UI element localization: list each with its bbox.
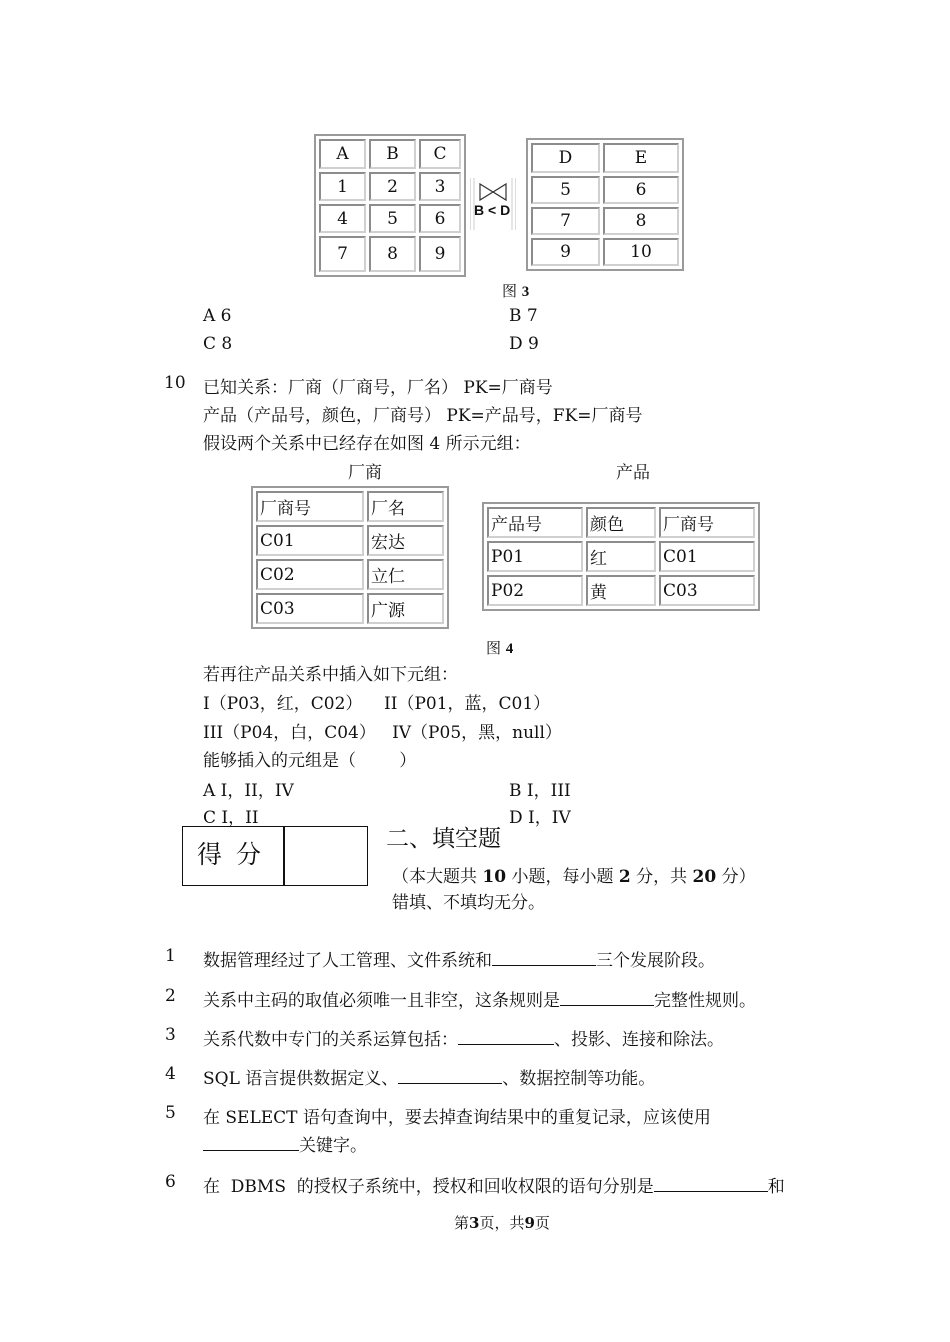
table-row bbox=[256, 559, 444, 590]
table-row bbox=[531, 238, 679, 266]
q9-option-d: D 9 bbox=[509, 334, 539, 354]
table-cell: 2 bbox=[369, 172, 416, 201]
table-cell: A bbox=[319, 139, 366, 169]
table-cell: C03 bbox=[659, 575, 755, 606]
answer-blank[interactable] bbox=[492, 949, 596, 966]
table-cell: C02 bbox=[256, 559, 364, 590]
q9-option-b: B 7 bbox=[509, 306, 538, 326]
table-cell: 5 bbox=[369, 204, 416, 233]
q10-tuples2: III（P04，白，C04） IV（P05，黑，null） bbox=[203, 723, 562, 743]
table2-title: 产品 bbox=[616, 463, 650, 483]
table-cell: 颜色 bbox=[586, 507, 656, 538]
table-cell: C03 bbox=[256, 593, 364, 624]
manufacturer-table bbox=[251, 486, 449, 629]
table-row bbox=[531, 176, 679, 204]
section-note2: 错填、不填均无分。 bbox=[392, 893, 545, 913]
fig3-right-table bbox=[526, 138, 684, 271]
table-cell: 产品号 bbox=[487, 507, 583, 538]
table-cell: 8 bbox=[369, 236, 416, 272]
table-cell: B bbox=[369, 139, 416, 169]
score-box bbox=[182, 826, 368, 886]
score-label: 得分 bbox=[197, 840, 276, 869]
product-table bbox=[482, 502, 760, 611]
table-row bbox=[319, 172, 461, 201]
table-cell: 6 bbox=[419, 204, 461, 233]
table-row bbox=[487, 507, 755, 538]
q10-question: 能够插入的元组是（ ） bbox=[203, 751, 417, 771]
table-cell: D bbox=[531, 143, 600, 173]
fill-3-number: 3 bbox=[165, 1025, 176, 1045]
q10-tuples1: I（P03，红，C02） II（P01，蓝，C01） bbox=[203, 694, 551, 714]
table-row bbox=[256, 491, 444, 522]
answer-blank[interactable] bbox=[654, 1175, 768, 1192]
q10-line2: 产品（产品号，颜色，厂商号） PK=产品号，FK=厂商号 bbox=[203, 406, 643, 426]
table-cell: 6 bbox=[603, 176, 679, 204]
table-cell: 7 bbox=[531, 207, 600, 235]
table-cell: 广源 bbox=[367, 593, 444, 624]
join-symbol bbox=[470, 176, 516, 232]
table-cell: 红 bbox=[586, 541, 656, 572]
fill-2-number: 2 bbox=[165, 986, 176, 1006]
table-cell: 10 bbox=[603, 238, 679, 266]
join-condition: B < D bbox=[474, 202, 511, 218]
answer-blank[interactable] bbox=[398, 1067, 502, 1084]
table-cell: 3 bbox=[419, 172, 461, 201]
table-cell: 立仁 bbox=[367, 559, 444, 590]
table-cell: C bbox=[419, 139, 461, 169]
q10-option-a: A I，II，IV bbox=[203, 781, 294, 801]
fill-3: 关系代数中专门的关系运算包括： 、投影、连接和除法。 bbox=[203, 1030, 724, 1050]
fill-1: 数据管理经过了人工管理、文件系统和 三个发展阶段。 bbox=[203, 951, 715, 971]
fill-4-number: 4 bbox=[165, 1064, 176, 1084]
fig4-caption: 图 4 bbox=[486, 639, 514, 657]
table-cell: 厂商号 bbox=[256, 491, 364, 522]
table-cell: 5 bbox=[531, 176, 600, 204]
table-row bbox=[319, 236, 461, 272]
table-cell: 厂商号 bbox=[659, 507, 755, 538]
table-cell: 黄 bbox=[586, 575, 656, 606]
fill-1-number: 1 bbox=[165, 946, 176, 966]
table-cell: 4 bbox=[319, 204, 366, 233]
answer-blank[interactable] bbox=[458, 1028, 554, 1045]
table-row bbox=[319, 204, 461, 233]
fill-5: 在 SELECT 语句查询中，要去掉查询结果中的重复记录，应该使用 bbox=[203, 1108, 711, 1128]
fill-5-cont: 关键字。 bbox=[203, 1131, 367, 1156]
fill-6-number: 6 bbox=[165, 1172, 176, 1192]
table-cell: P01 bbox=[487, 541, 583, 572]
answer-blank[interactable] bbox=[560, 989, 654, 1006]
q10-line3: 假设两个关系中已经存在如图 4 所示元组： bbox=[203, 434, 531, 454]
table-cell: C01 bbox=[256, 525, 364, 556]
table-cell: 7 bbox=[319, 236, 366, 272]
q9-option-c: C 8 bbox=[203, 334, 233, 354]
fig3-left-table bbox=[314, 134, 466, 277]
section-title: 二、填空题 bbox=[386, 826, 501, 852]
table-cell: 宏达 bbox=[367, 525, 444, 556]
table-cell: P02 bbox=[487, 575, 583, 606]
fill-4: SQL 语言提供数据定义、 、数据控制等功能。 bbox=[203, 1069, 656, 1089]
table-cell: 8 bbox=[603, 207, 679, 235]
fill-5-number: 5 bbox=[165, 1103, 176, 1123]
q10-number: 10 bbox=[164, 373, 186, 393]
table-cell: 厂名 bbox=[367, 491, 444, 522]
table-cell: 9 bbox=[531, 238, 600, 266]
table-row bbox=[319, 139, 461, 169]
table-row bbox=[487, 541, 755, 572]
q9-option-a: A 6 bbox=[203, 306, 232, 326]
page-footer: 第3页，共9页 bbox=[454, 1214, 550, 1232]
q10-option-d: D I，IV bbox=[509, 808, 571, 828]
fill-6: 在 DBMS 的授权子系统中，授权和回收权限的语句分别是 和 bbox=[203, 1177, 785, 1197]
table-cell: 9 bbox=[419, 236, 461, 272]
q10-option-c: C I，II bbox=[203, 808, 259, 828]
q10-line1: 已知关系：厂商（厂商号，厂名） PK=厂商号 bbox=[203, 378, 553, 398]
fig3-caption: 图 3 bbox=[502, 282, 530, 300]
table-row bbox=[531, 207, 679, 235]
table-cell: 1 bbox=[319, 172, 366, 201]
fill-2: 关系中主码的取值必须唯一且非空，这条规则是 完整性规则。 bbox=[203, 991, 756, 1011]
q10-line4: 若再往产品关系中插入如下元组： bbox=[203, 665, 458, 685]
answer-blank[interactable] bbox=[203, 1134, 299, 1151]
table-cell: E bbox=[603, 143, 679, 173]
table-row bbox=[531, 143, 679, 173]
q10-option-b: B I，III bbox=[509, 781, 571, 801]
table-row bbox=[256, 593, 444, 624]
section-note: （本大题共 10 小题，每小题 2 分，共 20 分） bbox=[392, 867, 756, 887]
score-divider bbox=[283, 827, 285, 885]
table1-title: 厂商 bbox=[348, 463, 382, 483]
table-row bbox=[256, 525, 444, 556]
table-row bbox=[487, 575, 755, 606]
table-cell: C01 bbox=[659, 541, 755, 572]
